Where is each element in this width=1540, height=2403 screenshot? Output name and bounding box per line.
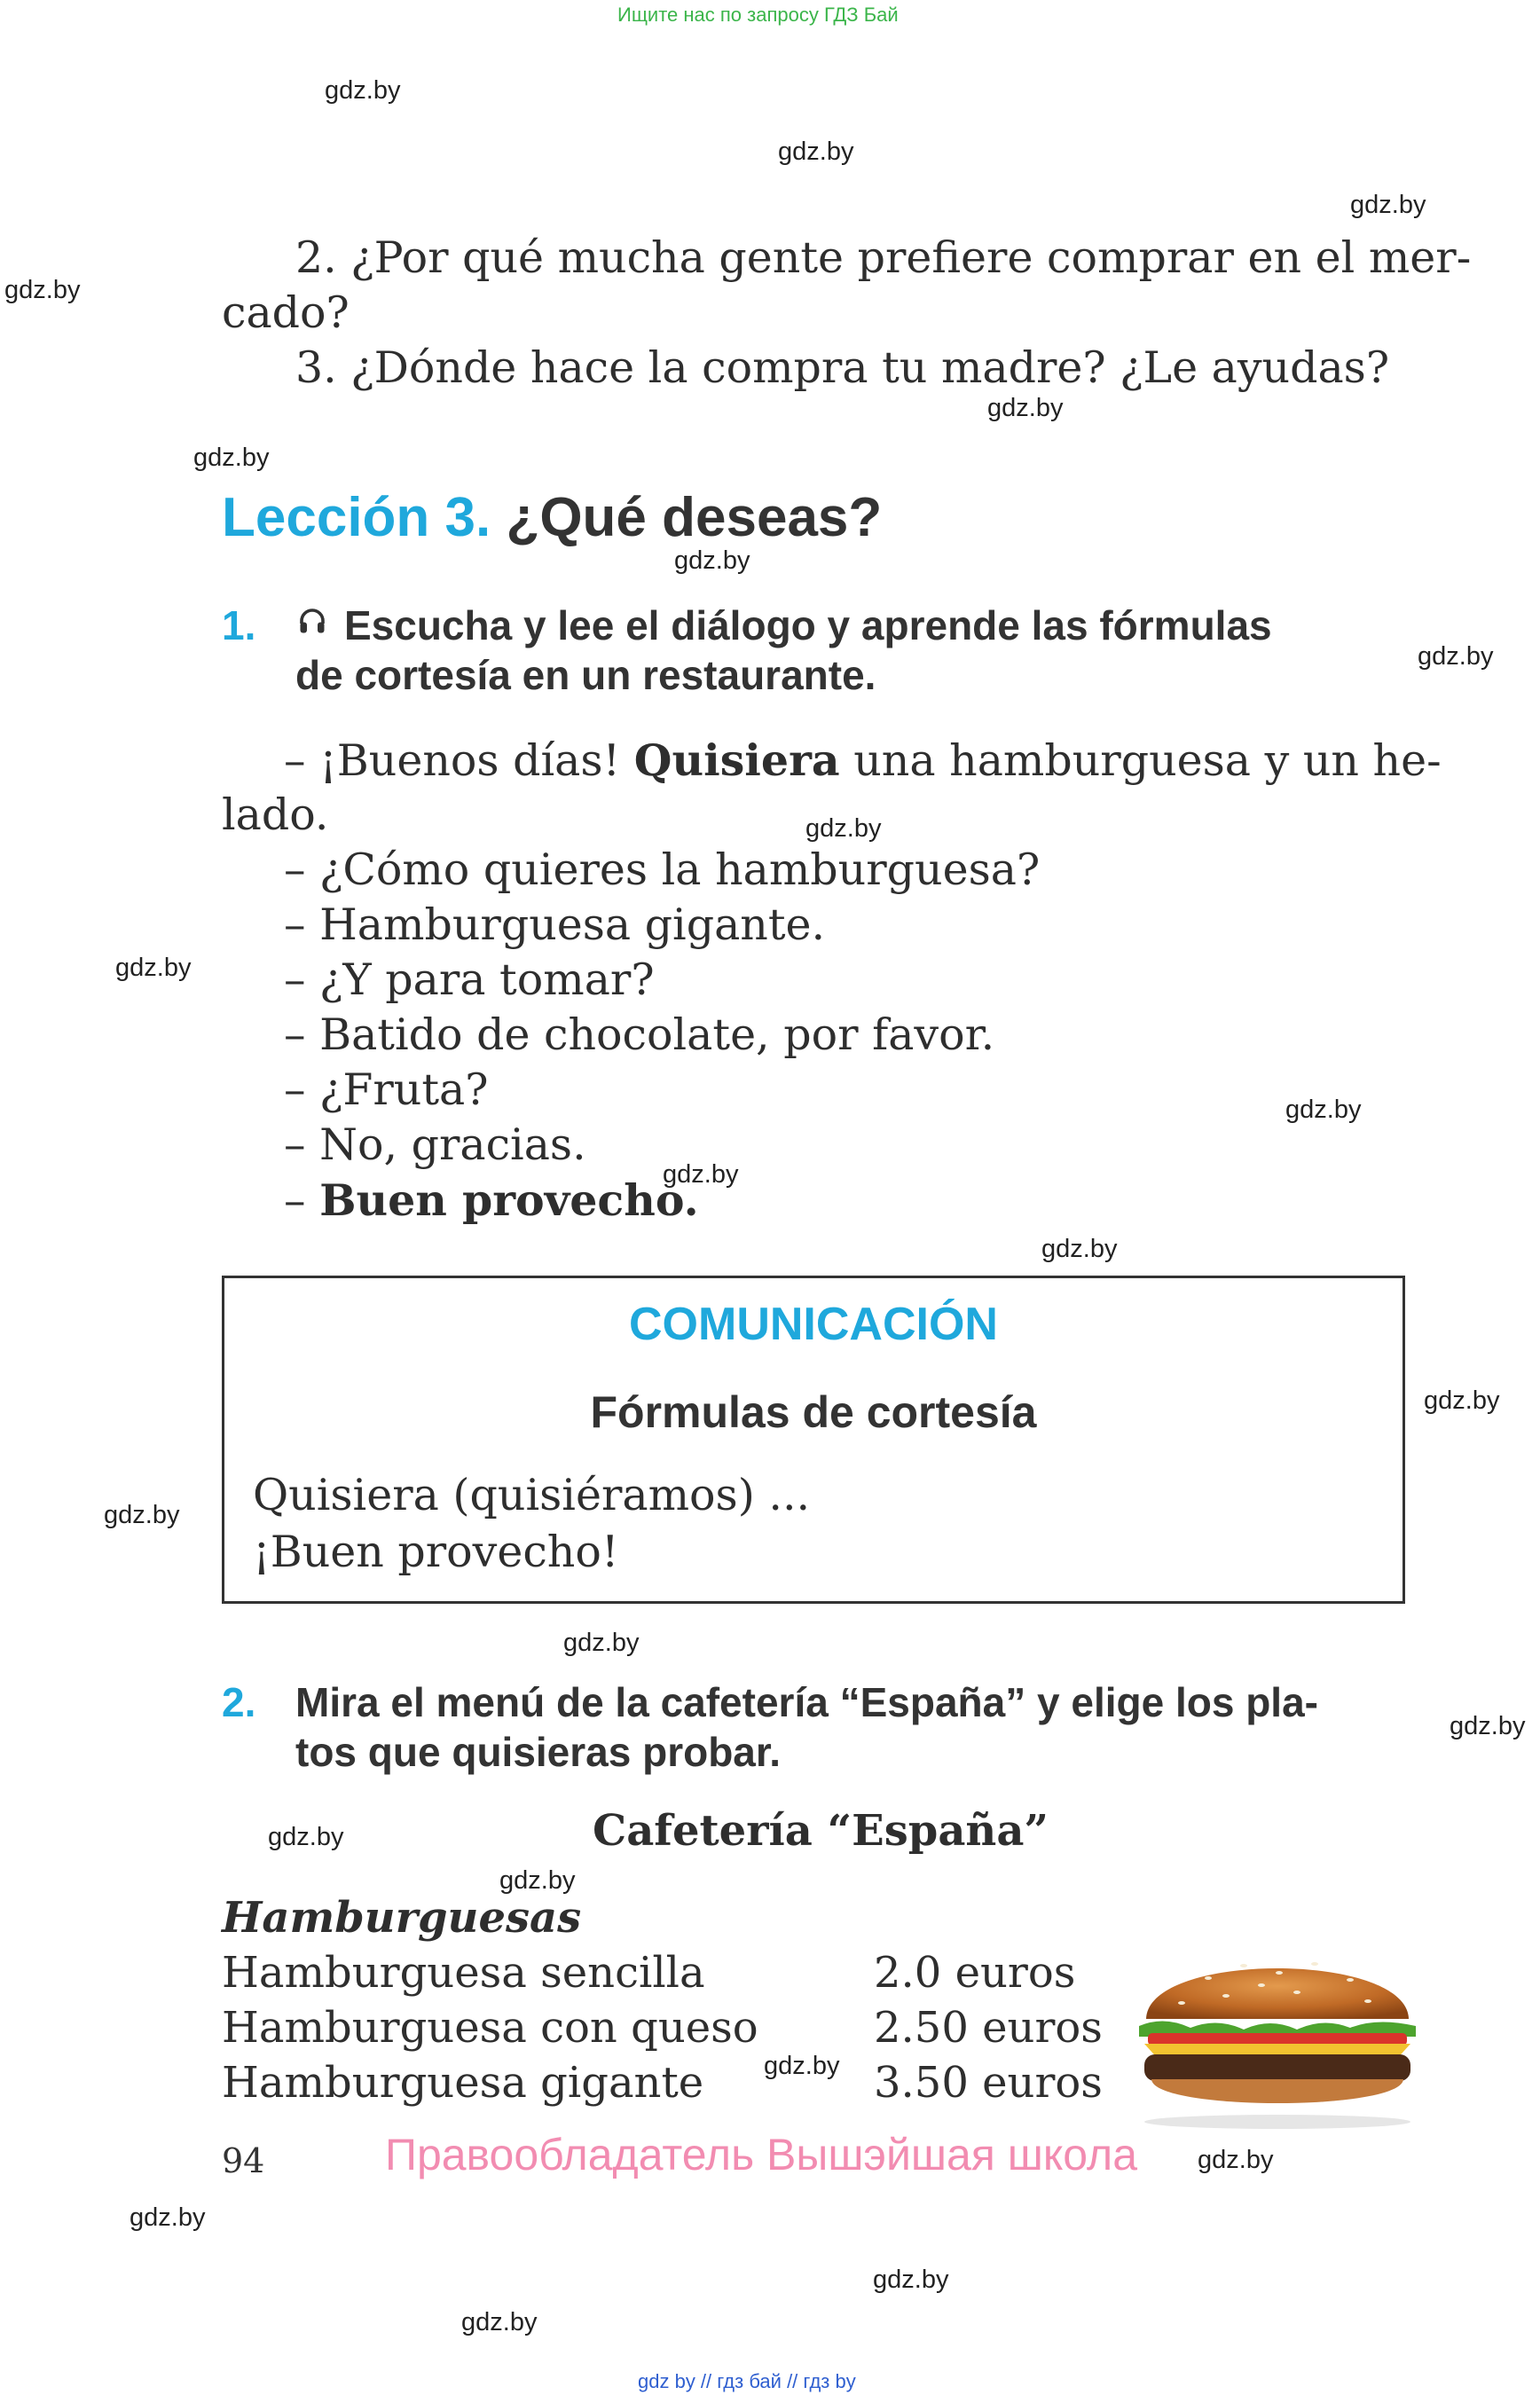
menu-item-name: Hamburguesa con queso — [222, 2003, 758, 2053]
comunicacion-subheading: Fórmulas de cortesía — [590, 1387, 1037, 1437]
watermark: gdz.by — [987, 394, 1064, 422]
watermark: gdz.by — [1418, 642, 1494, 671]
watermark: gdz.by — [130, 2203, 206, 2232]
watermark: gdz.by — [1285, 1095, 1362, 1124]
lesson-heading: ¿Qué deseas? — [506, 487, 883, 548]
dialogue-line-7: – ¿Fruta? — [284, 1064, 489, 1115]
watermark: gdz.by — [268, 1823, 344, 1851]
watermark: gdz.by — [563, 1629, 640, 1657]
rights-holder: Правообладатель Вышэйшая школа — [385, 2130, 1137, 2179]
task-1-line-1: Escucha y lee el diálogo y aprende las fórmulas — [344, 602, 1272, 648]
search-hint: Ищите нас по запросу ГДЗ Бай — [617, 4, 899, 26]
dialogue-line-1 — [284, 734, 1442, 786]
dialogue-line-9 — [284, 1174, 699, 1226]
watermark: gdz.by — [325, 76, 401, 105]
courtesy-phrase-2: ¡Buen provecho! — [253, 1527, 619, 1577]
menu-item-price: 2.50 euros — [874, 2003, 1103, 2053]
watermark: gdz.by — [805, 814, 882, 843]
question-2-line-2: cado? — [222, 287, 350, 338]
watermark: gdz.by — [1350, 191, 1426, 219]
watermark: gdz.by — [461, 2308, 538, 2336]
dialogue-line-9-bold: Buen provecho. — [319, 1174, 699, 1226]
dialogue-line-8: – No, gracias. — [284, 1119, 586, 1170]
hamburger-illustration — [1128, 1934, 1426, 2131]
watermark: gdz.by — [1424, 1386, 1500, 1415]
question-2-line-1: 2. ¿Por qué mucha gente prefiere comprar en el mer- — [295, 232, 1472, 283]
dialogue-line-4: – Hamburguesa gigante. — [284, 899, 826, 950]
menu-title: Cafetería “España” — [593, 1806, 1049, 1856]
menu-item-name: Hamburguesa gigante — [222, 2058, 704, 2108]
dialogue-line-5: – ¿Y para tomar? — [284, 954, 655, 1005]
lesson-title — [222, 486, 882, 549]
question-3: 3. ¿Dónde hace la compra tu madre? ¿Le ayudas? — [295, 342, 1390, 393]
menu-item-name: Hamburguesa sencilla — [222, 1948, 705, 1998]
courtesy-phrase-1: Quisiera (quisiéramos) ... — [253, 1470, 811, 1520]
task-1-number: 1. — [222, 602, 256, 648]
dialogue-line-1-c: una hamburguesa y un he- — [839, 735, 1442, 786]
task-2-line-2: tos que quisieras probar. — [295, 1729, 782, 1775]
watermark: gdz.by — [115, 954, 192, 982]
dialogue-line-1-a: – ¡Buenos días! — [284, 735, 634, 786]
watermark: gdz.by — [778, 137, 854, 166]
watermark: gdz.by — [1450, 1712, 1526, 1740]
watermark: gdz.by — [4, 276, 81, 304]
comunicacion-box — [222, 1276, 1405, 1604]
dialogue-line-3: – ¿Cómo quieres la hamburguesa? — [284, 844, 1041, 895]
watermark: gdz.by — [764, 2052, 840, 2080]
footer-links: gdz by // гдз бай // гдз by — [638, 2370, 856, 2392]
dialogue-line-2: lado. — [222, 789, 329, 840]
watermark: gdz.by — [1198, 2146, 1274, 2174]
watermark: gdz.by — [674, 546, 750, 575]
task-2-number: 2. — [222, 1679, 256, 1725]
dialogue-line-9-a: – — [284, 1175, 320, 1226]
watermark: gdz.by — [499, 1866, 576, 1895]
watermark: gdz.by — [663, 1160, 739, 1189]
headphones-icon — [296, 605, 335, 644]
menu-item-price: 3.50 euros — [874, 2058, 1103, 2108]
dialogue-line-6: – Batido de chocolate, por favor. — [284, 1009, 995, 1060]
task-1-line-2: de cortesía en un restaurante. — [295, 652, 876, 698]
dialogue-line-1-bold: Quisiera — [633, 734, 840, 786]
menu-section: Hamburguesas — [222, 1893, 582, 1943]
watermark: gdz.by — [104, 1501, 180, 1529]
comunicacion-heading: COMUNICACIÓN — [629, 1299, 998, 1350]
watermark: gdz.by — [193, 444, 270, 472]
watermark: gdz.by — [1041, 1235, 1118, 1263]
menu-item-price: 2.0 euros — [874, 1948, 1076, 1998]
task-2-line-1: Mira el menú de la cafetería “España” y elige los pla- — [295, 1679, 1318, 1725]
watermark: gdz.by — [873, 2266, 949, 2294]
lesson-label: Lección 3. — [222, 487, 491, 548]
page-number: 94 — [222, 2141, 265, 2180]
